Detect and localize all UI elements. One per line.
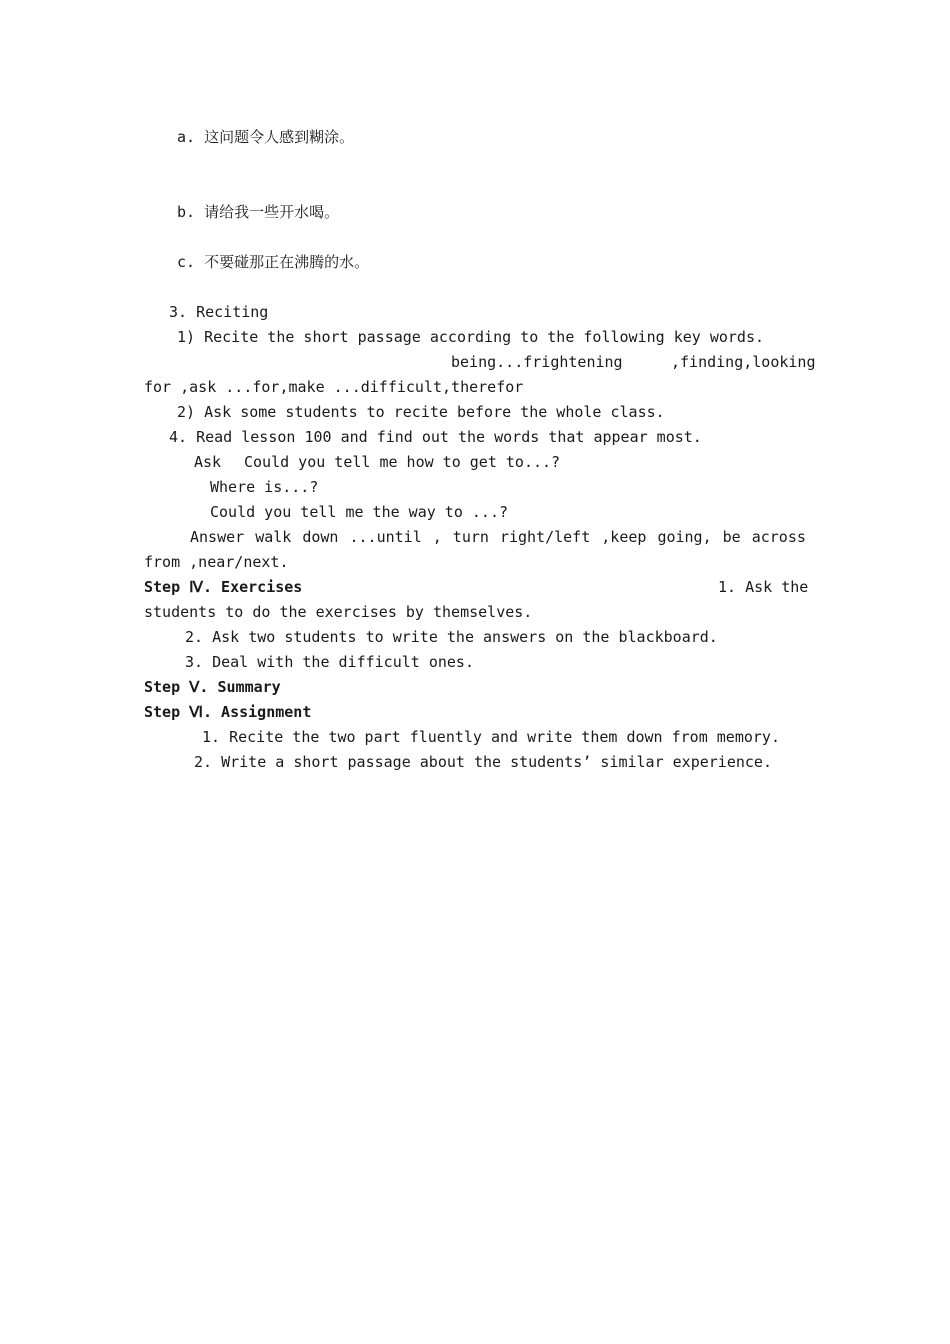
translation-item-c: c. 不要碰那正在沸腾的水。 <box>177 253 370 271</box>
answer-word: be <box>722 528 741 546</box>
step-4-item-2: 2. Ask two students to write the answers on the blackboard. <box>185 628 718 646</box>
key-words-line-2: for ,ask ...for,make ...difficult,therefor <box>144 378 524 396</box>
answer-word: going, <box>657 528 712 546</box>
step-6-item-1: 1. Recite the two part fluently and write them down from memory. <box>202 728 780 746</box>
answer-word: , <box>432 528 442 546</box>
ask-question-3: Could you tell me the way to ...? <box>210 503 509 521</box>
step-4-item-3: 3. Deal with the difficult ones. <box>185 653 474 671</box>
step-5-title: Step Ⅴ. Summary <box>144 678 281 696</box>
translation-item-a: a. 这问题令人感到糊涂。 <box>177 128 355 146</box>
answer-word: walk <box>255 528 292 546</box>
step-6-item-2: 2. Write a short passage about the students’ similar experience. <box>194 753 772 771</box>
ask-question-2: Where is...? <box>210 478 319 496</box>
answer-line <box>190 527 806 547</box>
translation-item-b: b. 请给我一些开水喝。 <box>177 203 340 221</box>
answer-word: turn <box>452 528 489 546</box>
key-words-a: being...frightening <box>451 353 623 371</box>
step-6-title: Step Ⅵ. Assignment <box>144 703 312 721</box>
step-4-item-1-cont: students to do the exercises by themselves. <box>144 603 533 621</box>
answer-line-2: from ,near/next. <box>144 553 289 571</box>
step-4-item-1-start: 1. Ask the <box>718 578 809 596</box>
answer-word: ,keep <box>601 528 647 546</box>
lesson-100-heading: 4. Read lesson 100 and find out the words that appear most. <box>169 428 702 446</box>
answer-word: Answer <box>190 528 245 546</box>
reciting-item-1: 1) Recite the short passage according to the following key words. <box>177 328 764 346</box>
answer-word: right/left <box>499 528 591 546</box>
ask-label: Ask <box>194 453 222 471</box>
ask-question-1: Could you tell me how to get to...? <box>244 453 561 471</box>
step-4-title: Step Ⅳ. Exercises <box>144 578 303 596</box>
key-words-b: ,finding,looking <box>671 353 816 371</box>
answer-word: across <box>751 528 806 546</box>
answer-word: ...until <box>349 528 422 546</box>
reciting-item-2: 2) Ask some students to recite before the whole class. <box>177 403 665 421</box>
answer-word: down <box>302 528 339 546</box>
reciting-heading: 3. Reciting <box>169 303 269 321</box>
